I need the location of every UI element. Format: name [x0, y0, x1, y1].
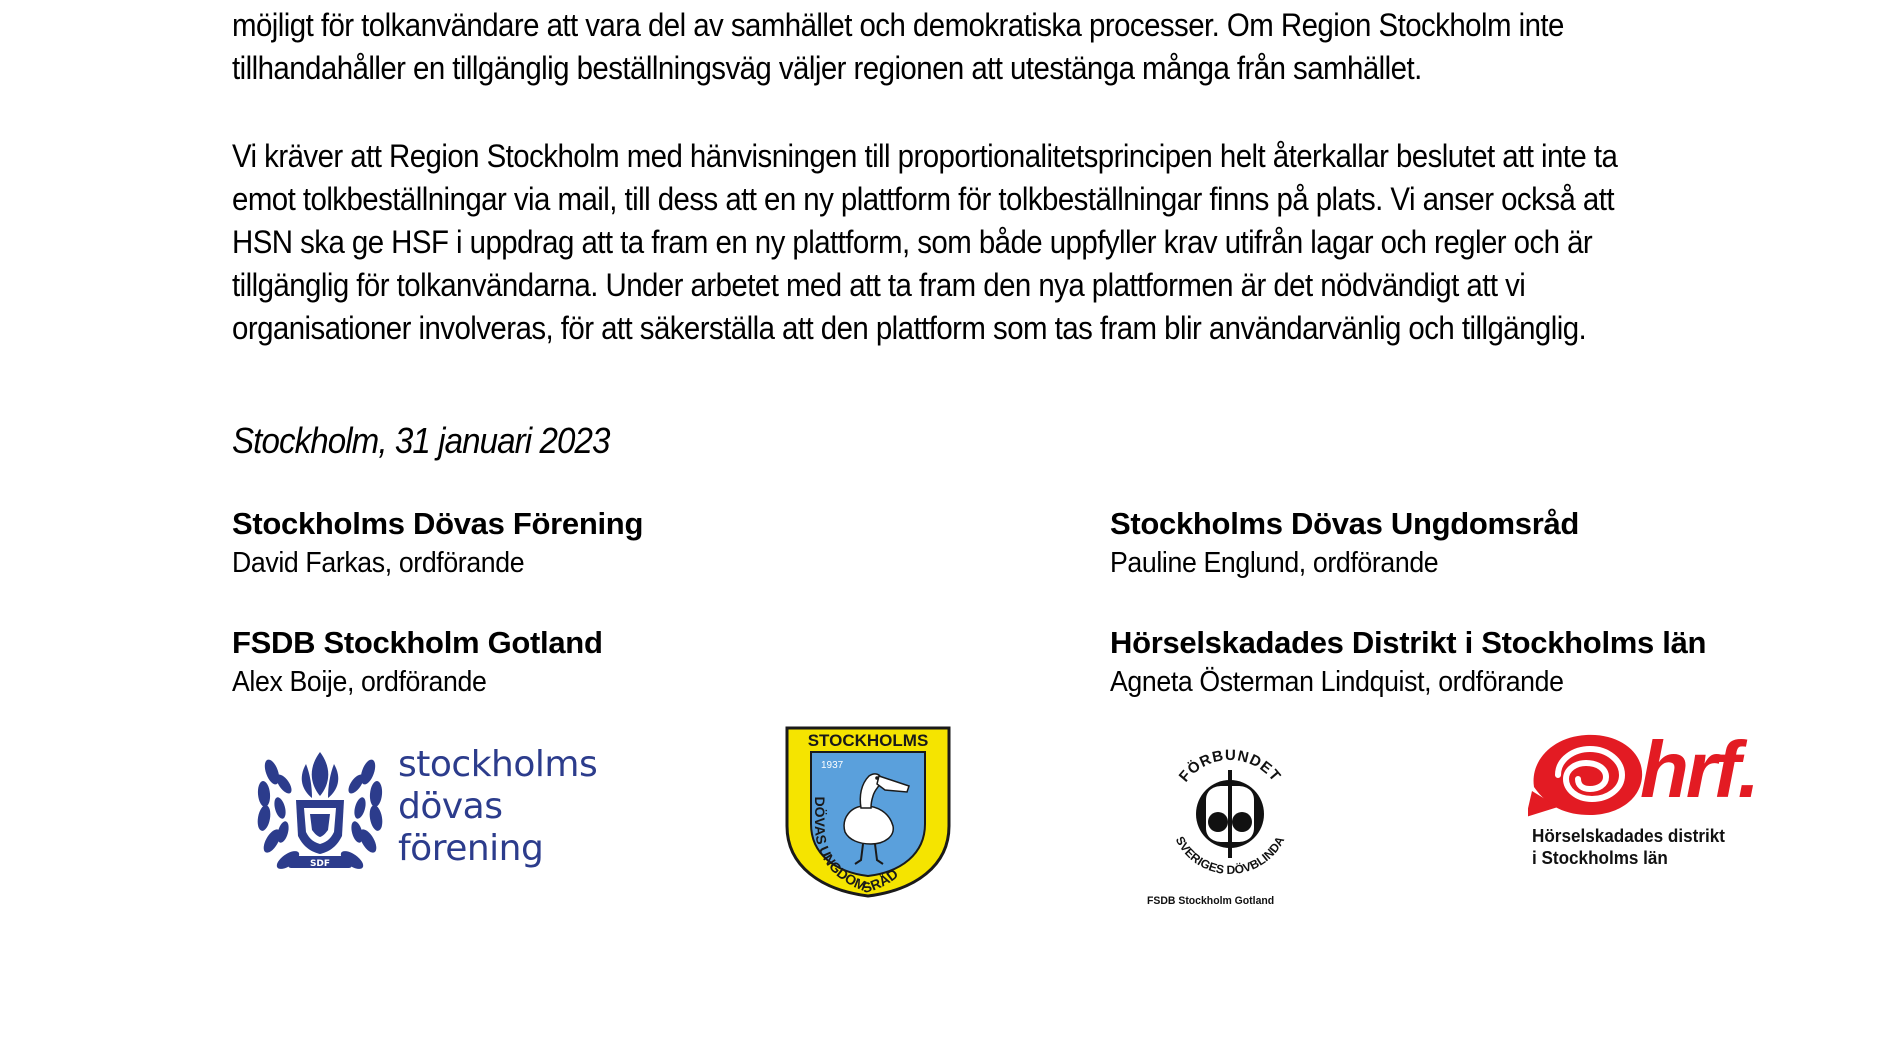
body-paragraph-1 [232, 4, 1649, 90]
svg-text:STOCKHOLMS: STOCKHOLMS [807, 731, 929, 750]
signatory-block [232, 623, 603, 701]
sdf-wordmark-line: dövas [398, 786, 503, 827]
hrf-subtitle-line: i Stockholms län [1532, 848, 1668, 868]
sdf-wordmark-line: stockholms [398, 744, 598, 785]
svg-text:FÖRBUNDET: FÖRBUNDET [1175, 746, 1285, 786]
hrf-wordmark: hrf. [1640, 725, 1757, 814]
fsdb-logo [1150, 734, 1310, 914]
hrf-swirl-icon [1528, 731, 1646, 823]
organization-name: Hörselskadades Distrikt i Stockholms län [1110, 625, 1707, 660]
sdu-shield-icon [785, 726, 951, 898]
organization-name: Stockholms Dövas Ungdomsråd [1110, 506, 1580, 541]
signatory-person: David Farkas, ordförande [232, 547, 525, 579]
sdf-emblem-icon [250, 744, 390, 879]
hrf-subtitle-line: Hörselskadades distrikt [1532, 826, 1725, 846]
signatory-block [1110, 623, 1706, 701]
text-line: emot tolkbeställningar via mail, till dess att en ny plattform för tolkbeställningar finns på plats. Vi anser också att [232, 181, 1614, 217]
dateline: Stockholm, 31 januari 2023 [232, 420, 610, 461]
sdf-logo [250, 744, 630, 879]
sdu-logo [785, 726, 951, 898]
sdf-wordmark-line: förening [398, 828, 544, 869]
svg-text:1937: 1937 [821, 760, 844, 771]
signatory-person: Pauline Englund, ordförande [1110, 547, 1439, 579]
signatory-person: Agneta Österman Lindquist, ordförande [1110, 666, 1564, 698]
fsdb-caption: FSDB Stockholm Gotland [1147, 895, 1275, 907]
svg-text:DÖVAS UNGDOMSRÅD: DÖVAS UNGDOMSRÅD [811, 796, 901, 897]
hrf-subtitle [1532, 825, 1725, 869]
text-line: tillhandahåller en tillgänglig beställningsväg väljer regionen att utestänga många från samhället. [232, 50, 1422, 86]
body-paragraph-2 [232, 135, 1649, 350]
signatory-block [1110, 504, 1579, 582]
text-line: organisationer involveras, för att säkerställa att den plattform som tas fram blir användarvänlig och tillgänglig. [232, 310, 1587, 346]
sdf-wordmark [398, 744, 597, 870]
svg-text:SVERIGES DÖVBLINDA: SVERIGES DÖVBLINDA [1172, 833, 1288, 878]
organization-name: Stockholms Dövas Förening [232, 506, 644, 541]
organization-name: FSDB Stockholm Gotland [232, 625, 603, 660]
hrf-logo [1528, 727, 1768, 867]
text-line: Vi kräver att Region Stockholm med hänvisningen till proportionalitetsprincipen helt återkallar beslutet att inte ta [232, 138, 1618, 174]
signatory-block [232, 504, 643, 582]
text-line: HSN ska ge HSF i uppdrag att ta fram en ny plattform, som både uppfyller krav utifrån lagar och regler och är [232, 224, 1593, 260]
text-line: möjligt för tolkanvändare att vara del av samhället och demokratiska processer. Om Region Stockholm inte [232, 7, 1564, 43]
text-line: tillgänglig för tolkanvändarna. Under arbetet med att ta fram den nya plattformen är det nödvändigt att vi [232, 267, 1526, 303]
svg-text:SDF: SDF [309, 859, 331, 869]
fsdb-emblem-icon [1150, 734, 1310, 894]
signatory-person: Alex Boije, ordförande [232, 666, 487, 698]
